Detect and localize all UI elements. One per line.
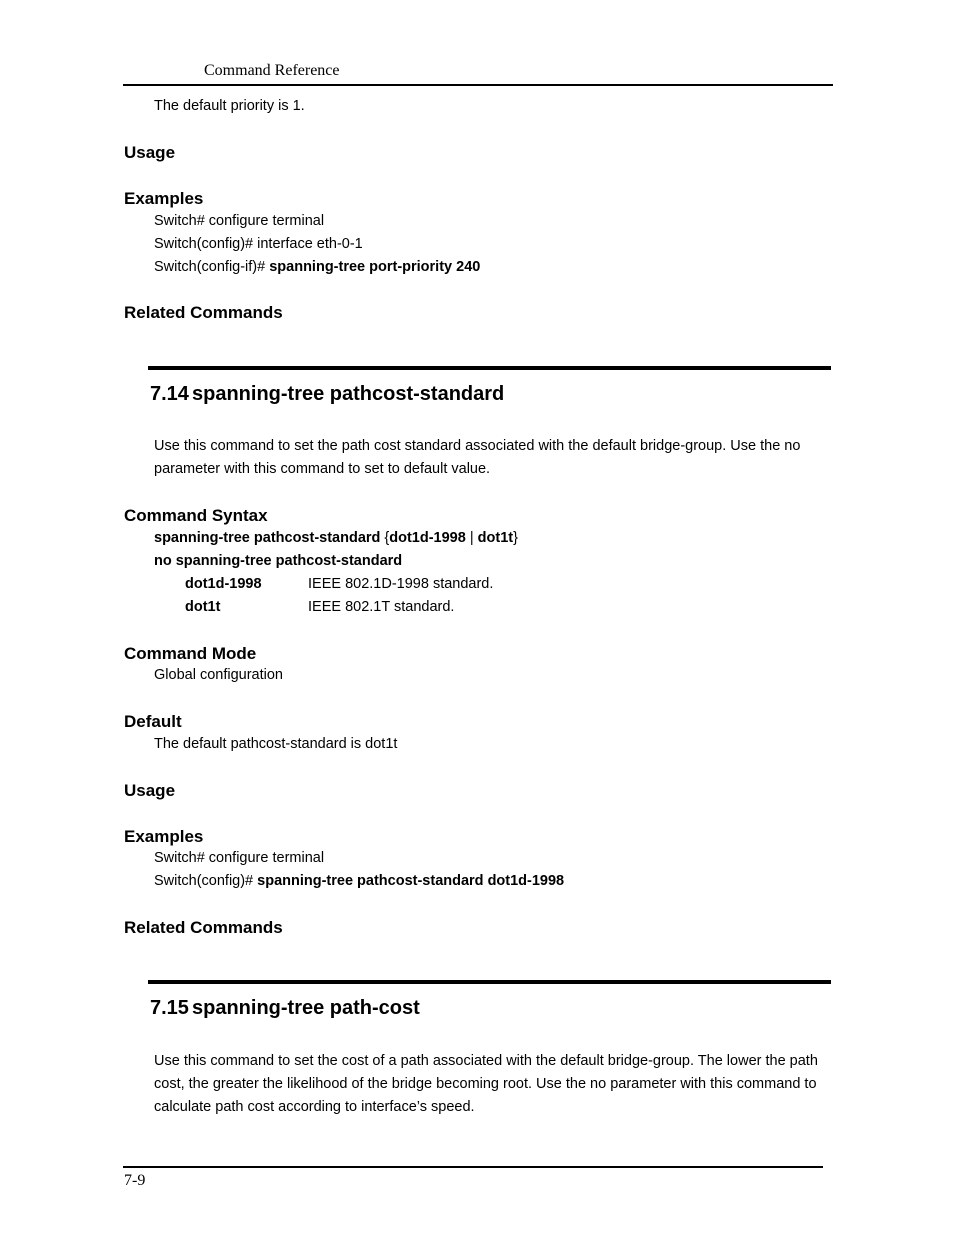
header-rule bbox=[123, 84, 833, 86]
syntax-command: spanning-tree pathcost-standard bbox=[154, 530, 381, 546]
section-number: 7.15 bbox=[150, 997, 189, 1019]
description-line: parameter with this command to set to default value. bbox=[154, 461, 491, 477]
examples-heading: Examples bbox=[124, 189, 204, 208]
syntax-brace: } bbox=[513, 530, 518, 546]
example-line: Switch# configure terminal bbox=[154, 850, 325, 866]
page-number: 7-9 bbox=[124, 1172, 146, 1189]
example-line bbox=[154, 258, 480, 276]
section-rule bbox=[148, 980, 831, 984]
description-line: cost, the greater the likelihood of the bridge becoming root. Use the no parameter with this command to bbox=[154, 1076, 817, 1092]
param-name: dot1t bbox=[185, 599, 221, 615]
running-header: Command Reference bbox=[204, 62, 340, 79]
param-desc: IEEE 802.1T standard. bbox=[308, 599, 455, 615]
example-command: spanning-tree port-priority 240 bbox=[269, 259, 481, 275]
command-mode-text: Global configuration bbox=[154, 667, 283, 683]
param-desc: IEEE 802.1D-1998 standard. bbox=[308, 576, 494, 592]
section-title-7-14 bbox=[150, 382, 504, 406]
related-commands-heading: Related Commands bbox=[124, 918, 283, 937]
usage-heading: Usage bbox=[124, 143, 176, 162]
example-command: spanning-tree pathcost-standard dot1d-1998 bbox=[257, 873, 565, 889]
syntax-line bbox=[154, 529, 518, 547]
example-line: Switch# configure terminal bbox=[154, 213, 325, 229]
section-title-text: spanning-tree pathcost-standard bbox=[192, 383, 505, 405]
param-name: dot1d-1998 bbox=[185, 576, 262, 592]
example-line bbox=[154, 872, 564, 890]
section-title-7-15 bbox=[150, 996, 420, 1020]
syntax-option: dot1d-1998 bbox=[389, 530, 466, 546]
footer-rule bbox=[123, 1166, 823, 1168]
syntax-no-command: no spanning-tree pathcost-standard bbox=[154, 553, 403, 569]
default-text: The default pathcost-standard is dot1t bbox=[154, 736, 398, 752]
related-commands-heading: Related Commands bbox=[124, 303, 283, 322]
default-heading: Default bbox=[124, 712, 182, 731]
usage-heading: Usage bbox=[124, 781, 176, 800]
example-prompt: Switch(config)# bbox=[154, 873, 258, 889]
section-title-text: spanning-tree path-cost bbox=[192, 997, 420, 1019]
example-line: Switch(config)# interface eth-0-1 bbox=[154, 236, 363, 252]
syntax-brace: { bbox=[380, 530, 390, 546]
example-prompt: Switch(config-if)# bbox=[154, 259, 270, 275]
command-syntax-heading: Command Syntax bbox=[124, 506, 268, 525]
command-mode-heading: Command Mode bbox=[124, 644, 257, 663]
description-line: Use this command to set the cost of a path associated with the default bridge-group. The lower the path bbox=[154, 1053, 818, 1069]
syntax-no-line bbox=[154, 552, 402, 570]
examples-heading: Examples bbox=[124, 827, 204, 846]
syntax-separator: | bbox=[465, 530, 478, 546]
syntax-option: dot1t bbox=[477, 530, 514, 546]
section-number: 7.14 bbox=[150, 383, 189, 405]
default-priority-text: The default priority is 1. bbox=[154, 98, 305, 114]
description-line: calculate path cost according to interface’s speed. bbox=[154, 1099, 475, 1115]
description-line: Use this command to set the path cost standard associated with the default bridge-group. Use the no bbox=[154, 438, 801, 454]
section-rule bbox=[148, 366, 831, 370]
